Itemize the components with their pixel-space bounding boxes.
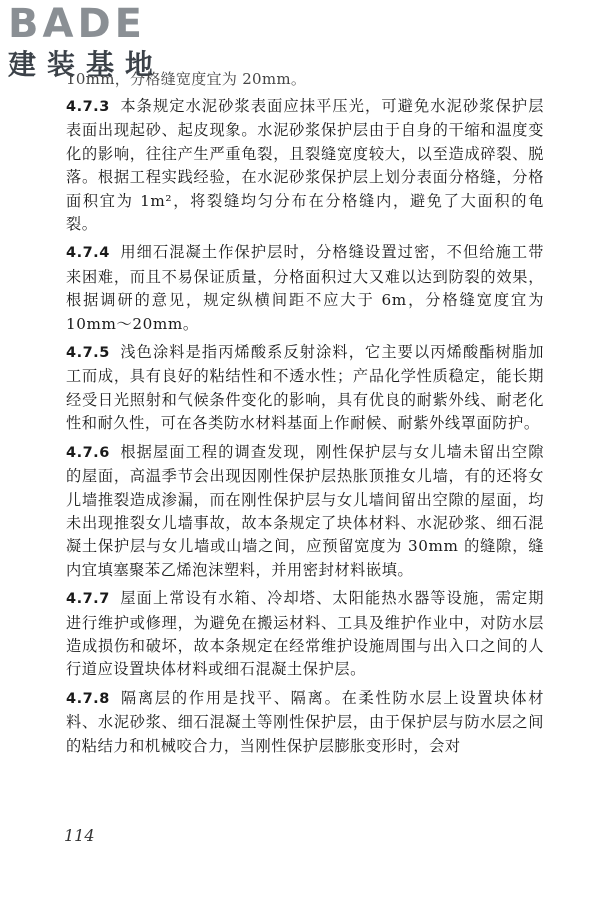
continued-text-fragment: 10mm，分格缝宽度宜为 20mm。 [66, 70, 307, 88]
section-4-7-4 [66, 241, 544, 336]
section-number: 4.7.6 [66, 444, 110, 461]
section-text: 用细石混凝土作保护层时，分格缝设置过密，不但给施工带来困难，而且不易保证质量，分格面积过大又难以达到防裂的效果，根据调研的意见，规定纵横间距不应大于 6m，分格缝宽度宜为 10mm～20mm。 [66, 243, 544, 333]
logo-chinese-name: 建装基地 [8, 48, 165, 81]
section-4-7-5 [66, 341, 544, 436]
section-text: 根据屋面工程的调查发现，刚性保护层与女儿墙未留出空隙的屋面，高温季节会出现因刚性保护层热胀顶推女儿墙，有的还将女儿墙推裂造成渗漏，而在刚性保护层与女儿墙间留出空隙的屋面，均未出现推裂女儿墙事故，故本条规定了块体材料、水泥砂浆、细石混凝土保护层与女儿墙或山墙之间，应预留宽度为 30mm 的缝隙，缝内宜填塞聚苯乙烯泡沫塑料，并用密封材料嵌填。 [66, 442, 544, 579]
section-text: 屋面上常设有水箱、冷却塔、太阳能热水器等设施，需定期进行维护或修理，为避免在搬运材料、工具及维护作业中，对防水层造成损伤和破坏，故本条规定在经常维护设施周围与出入口之间的人行道应设置块体材料或细石混凝土保护层。 [66, 589, 544, 679]
section-4-7-8 [66, 687, 544, 758]
page-number: 114 [64, 826, 95, 845]
section-number: 4.7.7 [66, 591, 110, 608]
section-number: 4.7.8 [66, 690, 110, 707]
section-4-7-3 [66, 95, 544, 236]
section-4-7-6 [66, 441, 544, 582]
section-number: 4.7.4 [66, 245, 110, 262]
logo-wordmark: BADE [8, 1, 146, 47]
section-number: 4.7.5 [66, 345, 110, 362]
document-body [66, 95, 544, 763]
section-text: 浅色涂料是指丙烯酸系反射涂料，它主要以丙烯酸酯树脂加工而成，具有良好的粘结性和不透水性；产品化学性质稳定，能长期经受日光照射和气候条件变化的影响，具有优良的耐紫外线、耐老化性和耐久性，可在各类防水材料基面上作耐候、耐紫外线罩面防护。 [66, 343, 544, 433]
section-text: 本条规定水泥砂浆表面应抹平压光，可避免水泥砂浆保护层表面出现起砂、起皮现象。水泥砂浆保护层由于自身的干缩和温度变化的影响，往往产生严重龟裂，且裂缝宽度较大，以至造成碎裂、脱落。根据工程实践经验，在水泥砂浆保护层上划分表面分格缝，分格面积宜为 1m²，将裂缝均匀分布在分格缝内，避免了大面积的龟裂。 [66, 97, 544, 234]
section-text: 隔离层的作用是找平、隔离。在柔性防水层上设置块体材料、水泥砂浆、细石混凝土等刚性保护层，由于保护层与防水层之间的粘结力和机械咬合力，当刚性保护层膨胀变形时，会对 [66, 688, 544, 755]
section-4-7-7 [66, 587, 544, 682]
section-number: 4.7.3 [66, 99, 110, 115]
